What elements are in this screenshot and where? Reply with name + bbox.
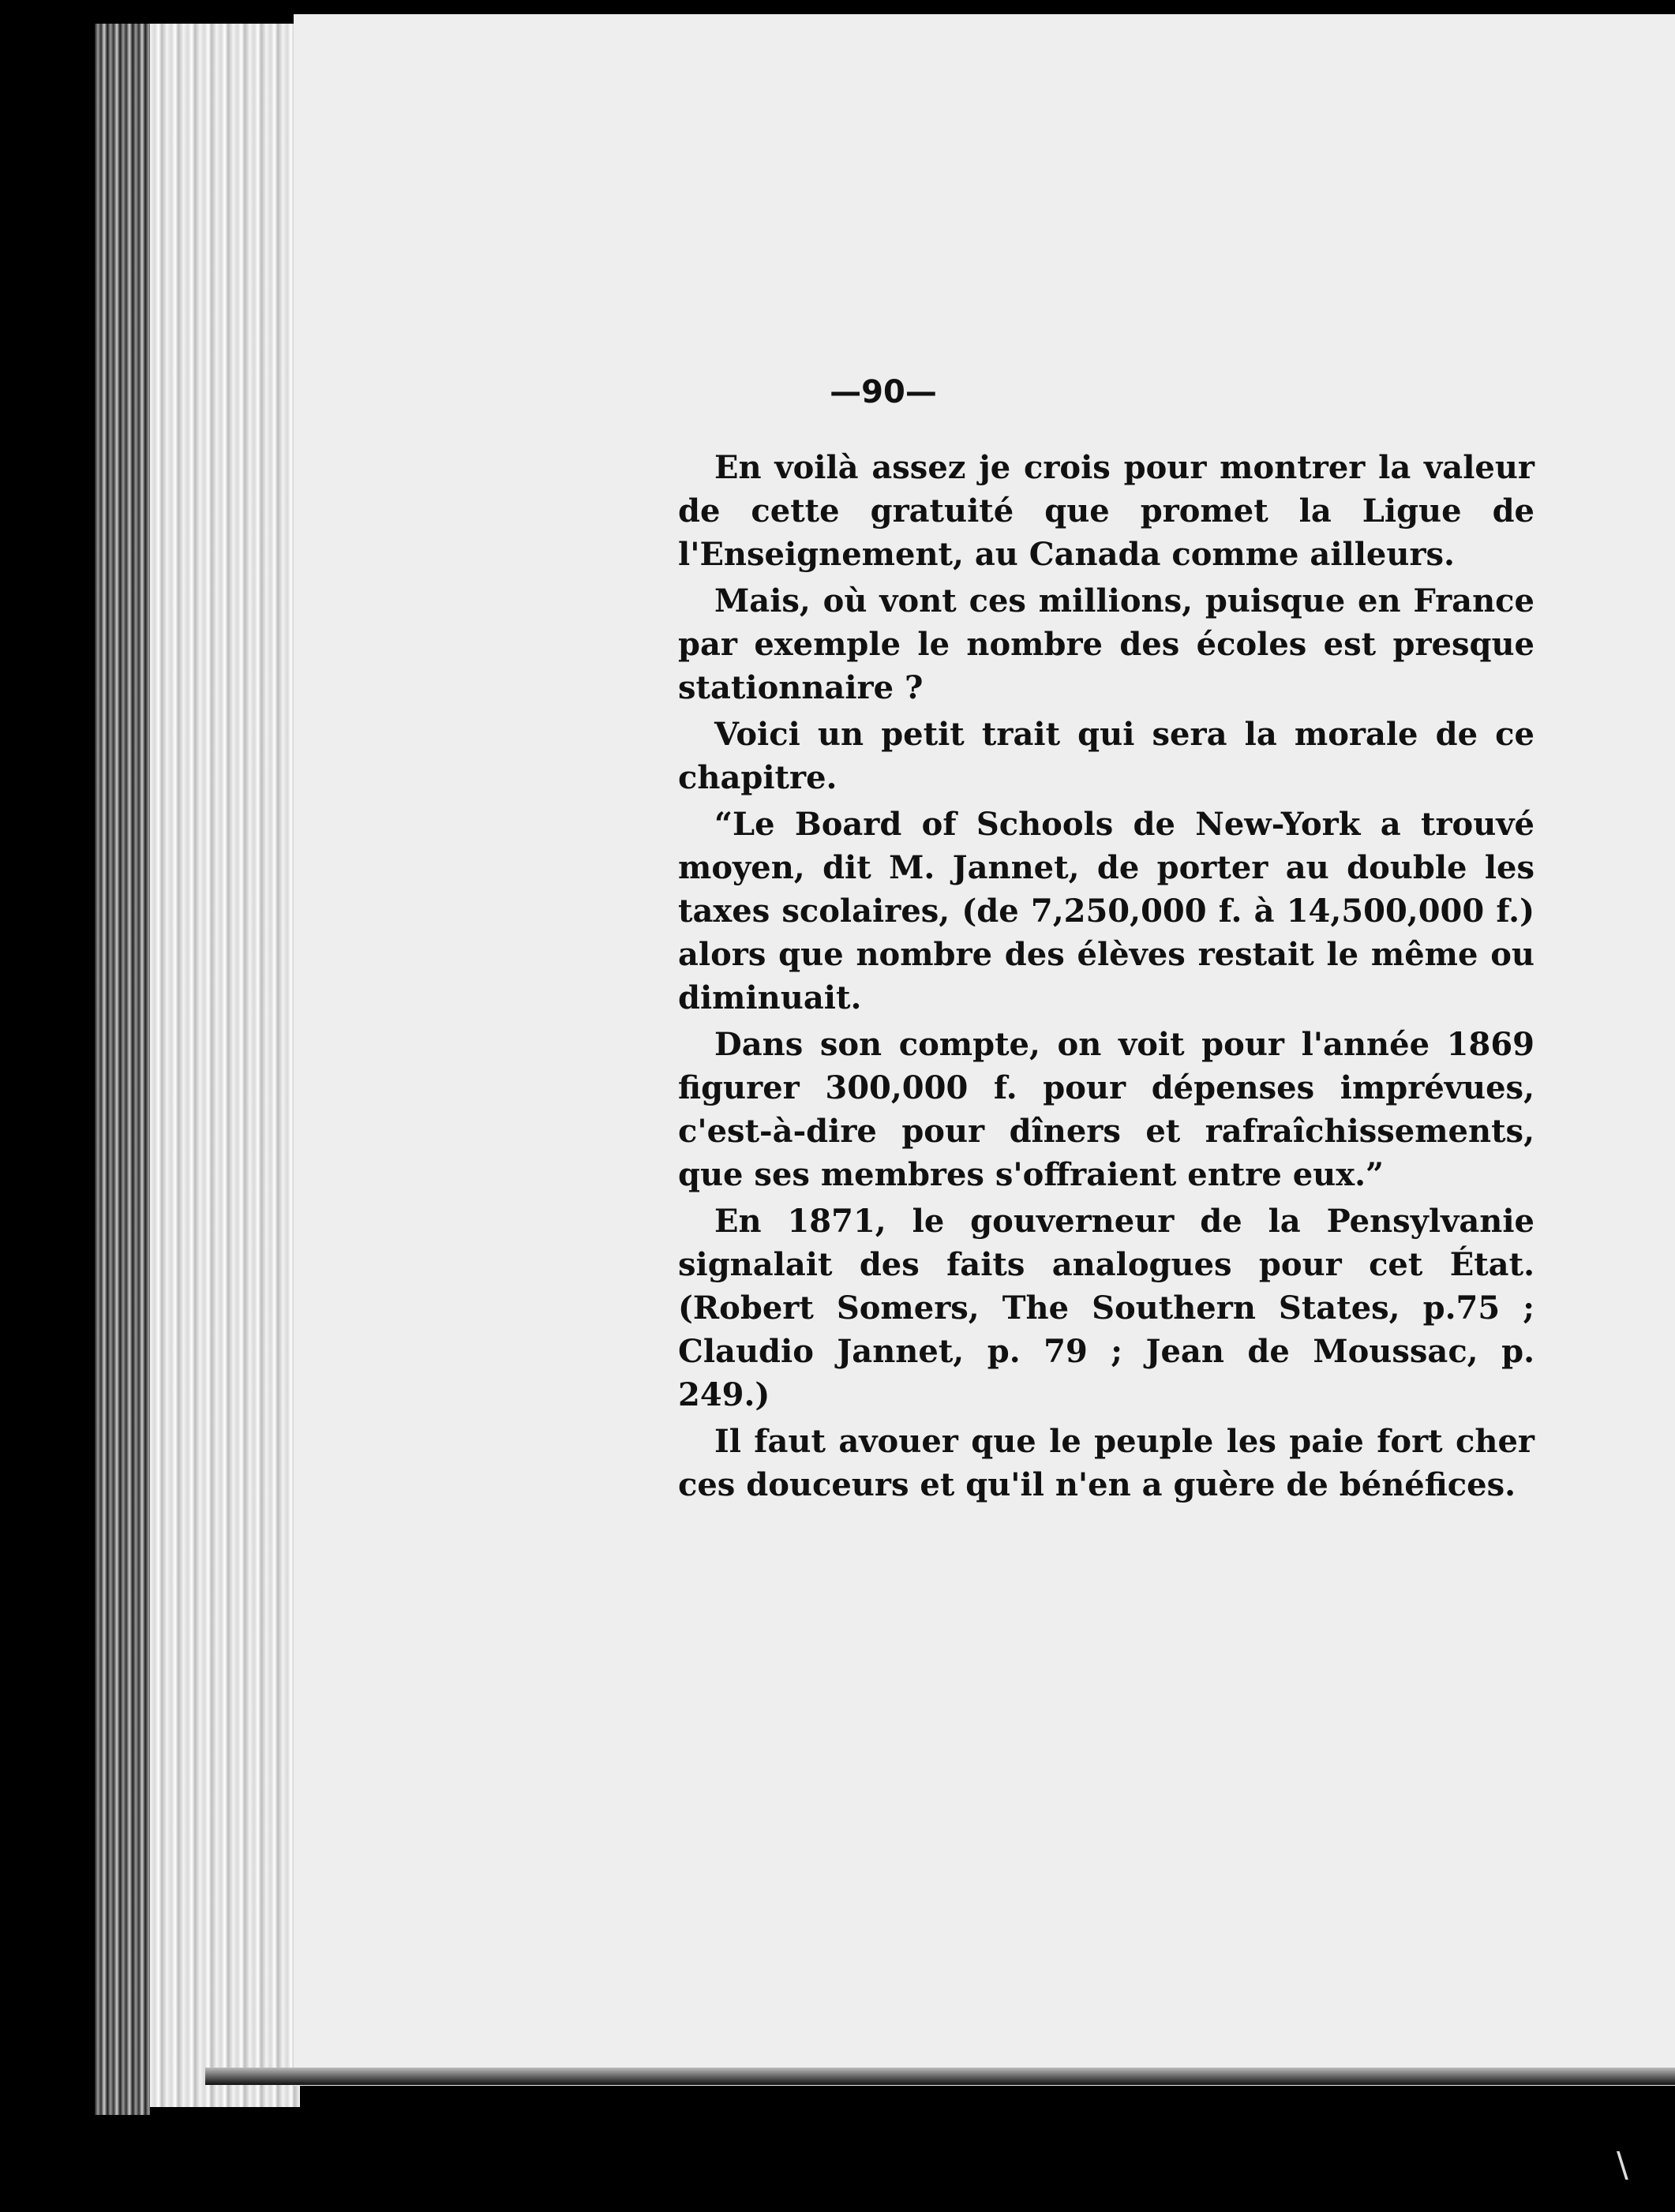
paragraph: “Le Board of Schools de New-York a trouvé moyen, dit M. Jannet, de porter au double les taxes scolaires, (de 7,250,000 f. à 14,500,000 f.) alors que nombre des élèves restait le même ou diminuait. xyxy=(678,806,1534,1016)
paragraph: Mais, où vont ces millions, puisque en France par exemple le nombre des écoles est presque stationnaire ? xyxy=(678,582,1534,706)
page-bottom-shadow xyxy=(205,2068,1675,2085)
paragraph: En 1871, le gouverneur de la Pensylvanie signalait des faits analogues pour cet État. (Robert Somers, The Southern States, p.75 ; Claudio Jannet, p. 79 ; Jean de Moussac, p. 249.) xyxy=(678,1203,1534,1413)
body-text xyxy=(678,446,1534,1510)
paragraph: Voici un petit trait qui sera la morale de ce chapitre. xyxy=(678,716,1534,796)
paragraph: Dans son compte, on voit pour l'année 1869 figurer 300,000 f. pour dépenses imprévues, c'est-à-dire pour dîners et rafraîchissements, que ses membres s'offraient entre eux.” xyxy=(678,1026,1534,1193)
corner-scan-mark: \ xyxy=(1617,2145,1628,2185)
paragraph: Il faut avouer que le peuple les paie fort cher ces douceurs et qu'il n'en a guère de bénéfices. xyxy=(678,1423,1534,1503)
paragraph: En voilà assez je crois pour montrer la valeur de cette gratuité que promet la Ligue de l'Enseignement, au Canada comme ailleurs. xyxy=(678,449,1534,573)
page-number: —90— xyxy=(830,374,937,410)
book-spine-shadow xyxy=(95,24,150,2115)
page-edges xyxy=(150,24,300,2107)
